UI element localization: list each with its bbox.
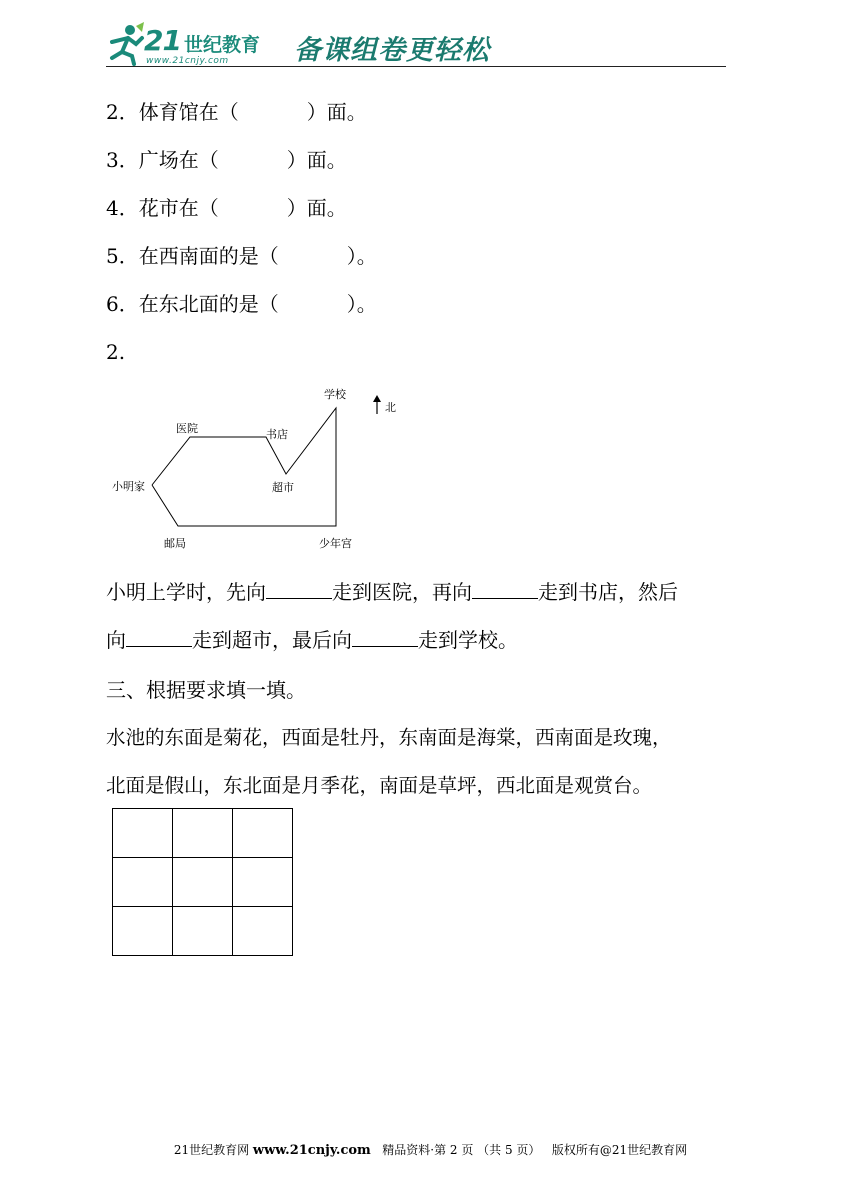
place-supermarket: 超市: [272, 481, 294, 494]
place-bookstore: 书店: [266, 428, 288, 441]
route-text: 走到书店，然后: [538, 580, 678, 604]
question-text: 体育馆在（: [138, 100, 239, 124]
header-divider: [106, 66, 726, 67]
direction-grid: [112, 808, 293, 956]
route-text: 小明上学时，先向: [106, 580, 266, 604]
footer-page-info: 精品资料·第 2 页 （共 5 页）: [382, 1143, 541, 1157]
question-text: 在东北面的是（: [138, 292, 279, 316]
grid-cell-s[interactable]: [173, 907, 233, 956]
brand-number: 21: [144, 24, 181, 57]
route-question-line-2: [106, 626, 518, 654]
brand-name: 世纪教育: [184, 34, 261, 56]
question-4: [106, 194, 347, 222]
grid-cell-center[interactable]: [173, 858, 233, 907]
answer-underline[interactable]: [266, 578, 332, 599]
grid-cell-ne[interactable]: [233, 809, 293, 858]
question-text: 在西南面的是（: [138, 244, 279, 268]
route-text: 向: [106, 628, 126, 652]
question-5: [106, 242, 377, 270]
question-text-end: ）面。: [286, 148, 347, 172]
question-number: 2．: [106, 100, 139, 124]
question-number: 5．: [106, 244, 139, 268]
north-arrow-icon: [373, 395, 381, 414]
runner-logo-icon: [106, 22, 146, 66]
route-text: 走到学校。: [418, 628, 518, 652]
place-youth-palace: 少年宫: [319, 537, 352, 550]
section-3-title: 三、根据要求填一填。: [106, 678, 306, 702]
question-text-end: ）面。: [306, 100, 367, 124]
question-text-end: ）。: [346, 244, 377, 268]
footer-left: 21世纪教育网: [173, 1143, 250, 1157]
north-label: 北: [385, 401, 396, 414]
footer-copyright: 版权所有@21世纪教育网: [551, 1143, 688, 1157]
brand-url: www.21cnjy.com: [146, 56, 229, 66]
place-hospital: 医院: [176, 422, 198, 435]
header-slogan: 备课组卷更轻松: [294, 35, 490, 66]
answer-underline[interactable]: [352, 626, 418, 647]
route-text: 走到超市，最后向: [192, 628, 352, 652]
place-post-office: 邮局: [164, 537, 186, 550]
route-map-diagram: [106, 380, 416, 560]
grid-cell-sw[interactable]: [113, 907, 173, 956]
footer-url[interactable]: www.21cnjy.com: [252, 1143, 371, 1158]
place-school: 学校: [324, 388, 346, 401]
question-2-label: 2.: [106, 340, 126, 364]
question-3: [106, 146, 347, 174]
question-text: 花市在（: [138, 196, 219, 220]
grid-cell-se[interactable]: [233, 907, 293, 956]
answer-underline[interactable]: [126, 626, 192, 647]
question-text-end: ）。: [346, 292, 377, 316]
question-2: [106, 98, 367, 126]
page-footer: [0, 1141, 861, 1158]
grid-cell-nw[interactable]: [113, 809, 173, 858]
route-question-line-1: [106, 578, 678, 606]
answer-underline[interactable]: [472, 578, 538, 599]
grid-cell-e[interactable]: [233, 858, 293, 907]
question-number: 6．: [106, 292, 139, 316]
question-text: 广场在（: [138, 148, 219, 172]
section-3-text-line-2: 北面是假山，东北面是月季花，南面是草坪，西北面是观赏台。: [106, 774, 653, 797]
section-3-text-line-1: 水池的东面是菊花，西面是牡丹，东南面是海棠，西南面是玫瑰，: [106, 726, 672, 749]
route-text: 走到医院，再向: [332, 580, 472, 604]
grid-cell-w[interactable]: [113, 858, 173, 907]
grid-cell-n[interactable]: [173, 809, 233, 858]
question-text-end: ）面。: [286, 196, 347, 220]
page-header: [106, 22, 726, 70]
place-home: 小明家: [112, 480, 145, 493]
question-6: [106, 290, 377, 318]
question-number: 3．: [106, 148, 139, 172]
question-number: 4．: [106, 196, 139, 220]
